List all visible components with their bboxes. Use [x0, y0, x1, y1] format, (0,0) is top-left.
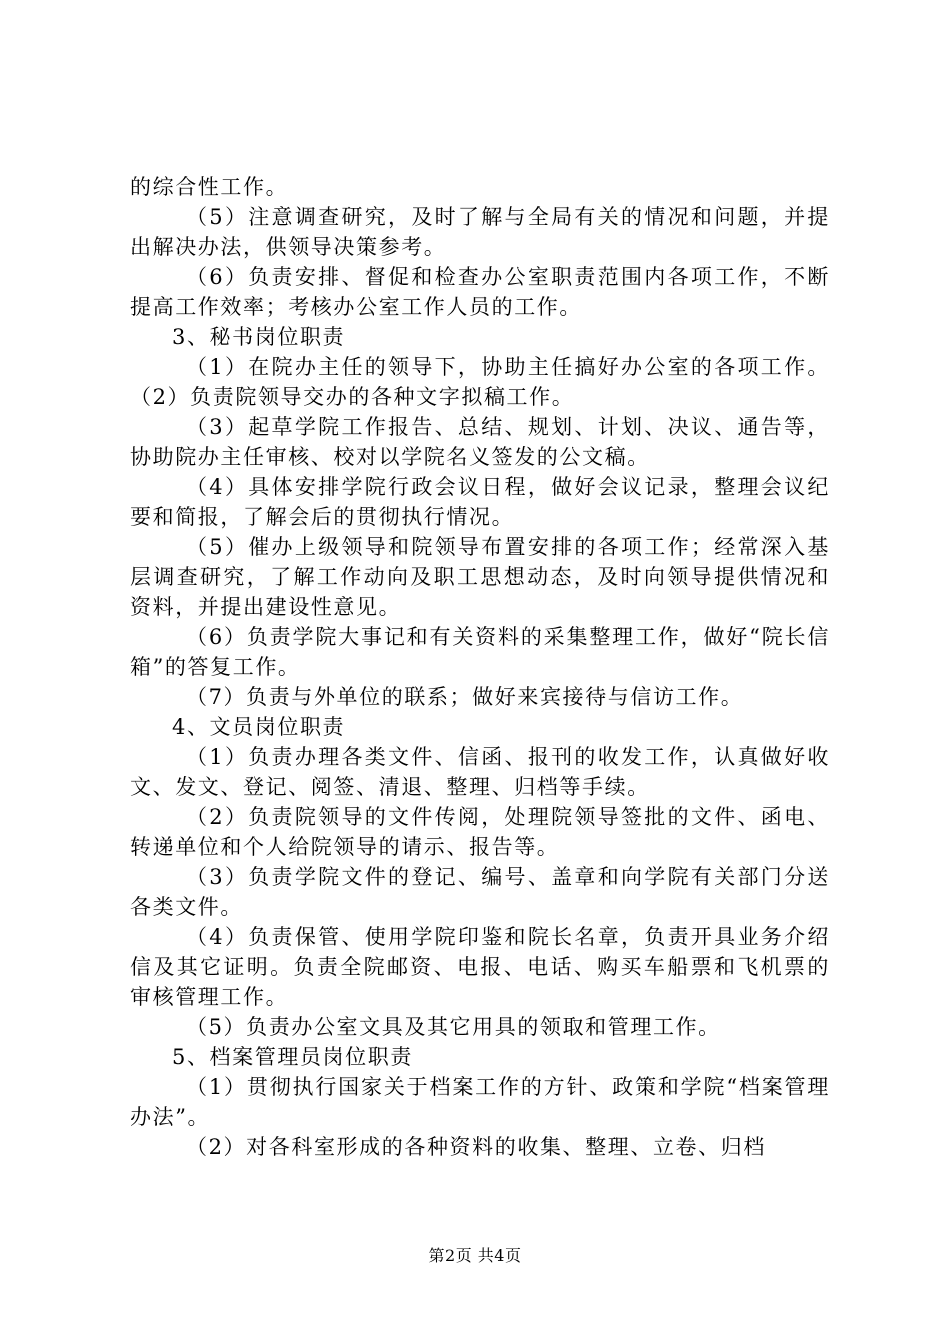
- paragraph: （3）起草学院工作报告、总结、规划、计划、决议、通告等，协助院办主任审核、校对以学院名义签发的公文稿。: [130, 415, 830, 469]
- paragraph: （5）催办上级领导和院领导布置安排的各项工作；经常深入基层调查研究，了解工作动向及职工思想动态，及时向领导提供情况和资料，并提出建设性意见。: [130, 535, 830, 619]
- paragraph: （1）负责办理各类文件、信函、报刊的收发工作，认真做好收文、发文、登记、阅签、清退、整理、归档等手续。: [130, 745, 830, 799]
- paragraph: （5）负责办公室文具及其它用具的领取和管理工作。: [186, 1015, 721, 1039]
- paragraph: （5）注意调查研究，及时了解与全局有关的情况和问题，并提出解决办法，供领导决策参考。: [130, 205, 830, 259]
- paragraph: （7）负责与外单位的联系；做好来宾接待与信访工作。: [186, 685, 744, 709]
- paragraph: （1）在院办主任的领导下，协助主任搞好办公室的各项工作。（2）负责院领导交办的各种文字拟稿工作。: [130, 355, 830, 409]
- paragraph: 的综合性工作。: [130, 175, 289, 199]
- section-heading: 5、档案管理员岗位职责: [172, 1045, 413, 1069]
- paragraph: （6）负责安排、督促和检查办公室职责范围内各项工作，不断提高工作效率；考核办公室工作人员的工作。: [130, 265, 830, 319]
- paragraph: （4）负责保管、使用学院印鉴和院长名章，负责开具业务介绍信及其它证明。负责全院邮资、电报、电话、购买车船票和飞机票的审核管理工作。: [130, 925, 830, 1009]
- paragraph: （4）具体安排学院行政会议日程，做好会议记录，整理会议纪要和简报，了解会后的贯彻执行情况。: [130, 475, 830, 529]
- paragraph: （1）贯彻执行国家关于档案工作的方针、政策和学院“档案管理办法”。: [130, 1075, 830, 1129]
- paragraph: （3）负责学院文件的登记、编号、盖章和向学院有关部门分送各类文件。: [130, 865, 830, 919]
- paragraph: （6）负责学院大事记和有关资料的采集整理工作，做好“院长信箱”的答复工作。: [130, 625, 830, 679]
- paragraph: （2）对各科室形成的各种资料的收集、整理、立卷、归档: [186, 1135, 766, 1159]
- page-number-label: 第2页 共4页: [428, 1246, 522, 1265]
- section-heading: 3、秘书岗位职责: [172, 325, 346, 349]
- document-body: [130, 172, 830, 1162]
- section-heading: 4、文员岗位职责: [172, 715, 346, 739]
- paragraph: （2）负责院领导的文件传阅，处理院领导签批的文件、函电、转递单位和个人给院领导的请示、报告等。: [130, 805, 830, 859]
- page-footer: [0, 1243, 950, 1266]
